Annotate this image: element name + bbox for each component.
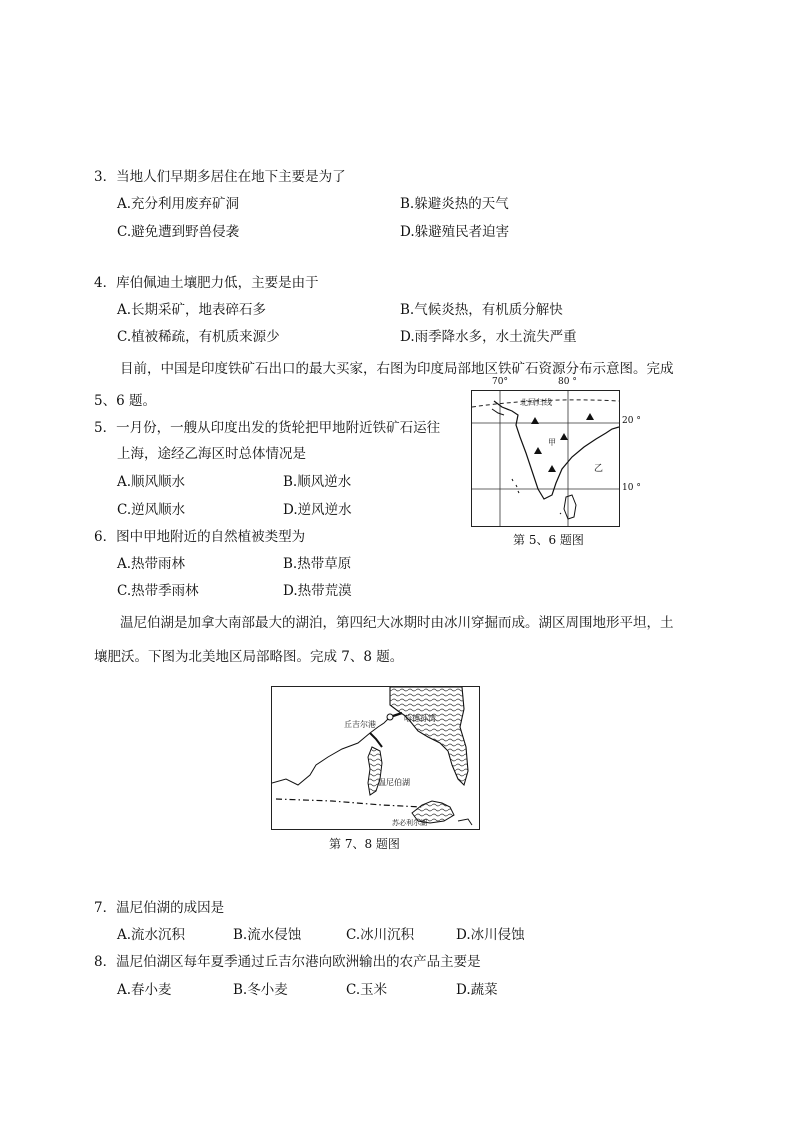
q5-option-c: C.逆风顺水 xyxy=(117,502,186,518)
canada-us-border xyxy=(276,799,422,807)
question-4-stem: 4．库伯佩迪土壤肥力低，主要是由于 xyxy=(94,275,319,291)
iron-ore-site-2 xyxy=(586,413,594,420)
q4-option-a: A.长期采矿，地表碎石多 xyxy=(117,302,267,318)
lake-shore-fragment xyxy=(458,819,472,825)
q7-option-b: B.流水侵蚀 xyxy=(233,927,302,943)
lat-20-label: 20 ° xyxy=(622,416,641,426)
lat-10-label: 10 ° xyxy=(622,483,641,493)
question-5-stem-line1: 5．一月份，一艘从印度出发的货轮把甲地附近铁矿石运往 xyxy=(94,420,441,436)
lake-superior-label: 苏必利尔湖 xyxy=(392,819,427,827)
intro-5-6-line2: 5、6 题。 xyxy=(94,393,156,409)
q4-option-b: B.气候炎热，有机质分解快 xyxy=(400,302,563,318)
map-5-6-caption: 第 5、6 题图 xyxy=(513,533,584,547)
tropic-label: 北回归线 xyxy=(520,398,552,407)
question-8-stem: 8．温尼伯湖区每年夏季通过丘吉尔港向欧洲输出的农产品主要是 xyxy=(94,954,481,970)
iron-ore-site-5 xyxy=(548,465,556,472)
jia-label: 甲 xyxy=(548,438,556,447)
gulf-coastline xyxy=(492,409,504,415)
churchill-port-label: 丘吉尔港 xyxy=(344,720,376,729)
lake-winnipeg xyxy=(368,747,382,795)
yi-label: 乙 xyxy=(594,464,604,474)
river-channel xyxy=(370,733,382,747)
q4-option-c: C.植被稀疏，有机质来源少 xyxy=(117,329,280,345)
q3-option-d: D.躲避殖民者迫害 xyxy=(400,224,510,240)
question-7-stem: 7．温尼伯湖的成因是 xyxy=(94,900,225,916)
q5-option-d: D.逆风逆水 xyxy=(283,502,352,518)
q6-option-b: B.热带草原 xyxy=(283,556,352,572)
intro-7-8-line1: 温尼伯湖是加拿大南部最大的湖泊，第四纪大冰期时由冰川穿掘而成。湖区周围地形平坦，土 xyxy=(120,615,674,631)
lon-70-label: 70° xyxy=(492,377,508,387)
map-7-8-caption: 第 7、8 题图 xyxy=(329,837,400,851)
q7-option-a: A.流水沉积 xyxy=(117,927,186,943)
q5-option-b: B.顺风逆水 xyxy=(283,474,352,490)
q6-option-a: A.热带雨林 xyxy=(117,556,186,572)
iron-ore-site-4 xyxy=(534,447,542,454)
india-map-drawing xyxy=(472,391,619,526)
q7-option-d: D.冰川侵蚀 xyxy=(456,927,525,943)
q3-option-a: A.充分利用废弃矿洞 xyxy=(117,196,240,212)
q3-option-c: C.避免遭到野兽侵袭 xyxy=(117,224,240,240)
question-5-stem-line2: 上海，途经乙海区时总体情况是 xyxy=(117,446,306,462)
hudson-bay xyxy=(390,687,468,785)
q5-option-a: A.顺风顺水 xyxy=(117,474,186,490)
q4-option-d: D.雨季降水多，水土流失严重 xyxy=(400,329,577,345)
q7-option-c: C.冰川沉积 xyxy=(346,927,415,943)
north-america-map xyxy=(271,686,480,830)
lake-winnipeg-label: 温尼伯湖 xyxy=(378,778,410,787)
q8-option-c: C.玉米 xyxy=(346,982,388,998)
hudson-bay-label: 哈德孙湾 xyxy=(404,714,436,723)
q8-option-a: A.春小麦 xyxy=(117,982,172,998)
churchill-port-marker xyxy=(387,714,393,720)
india-iron-ore-map xyxy=(471,390,620,527)
q8-option-d: D.蔬菜 xyxy=(456,982,498,998)
iron-ore-site-1 xyxy=(531,417,539,424)
india-coastline xyxy=(494,401,619,499)
question-6-stem: 6．图中甲地附近的自然植被类型为 xyxy=(94,529,306,545)
intro-7-8-line2: 壤肥沃。下图为北美地区局部略图。完成 7、8 题。 xyxy=(94,649,404,665)
intro-5-6-line1: 目前，中国是印度铁矿石出口的最大买家，右图为印度局部地区铁矿石资源分布示意图。完成 xyxy=(120,361,674,377)
q8-option-b: B.冬小麦 xyxy=(233,982,288,998)
iron-ore-site-3 xyxy=(560,433,568,440)
q6-option-c: C.热带季雨林 xyxy=(117,583,199,599)
question-3-stem: 3．当地人们早期多居住在地下主要是为了 xyxy=(94,169,346,185)
sri-lanka-outline xyxy=(564,495,576,519)
q3-option-b: B.躲避炎热的天气 xyxy=(400,196,509,212)
q6-option-d: D.热带荒漠 xyxy=(283,583,352,599)
north-america-map-drawing xyxy=(272,687,479,829)
lon-80-label: 80 ° xyxy=(558,377,577,387)
